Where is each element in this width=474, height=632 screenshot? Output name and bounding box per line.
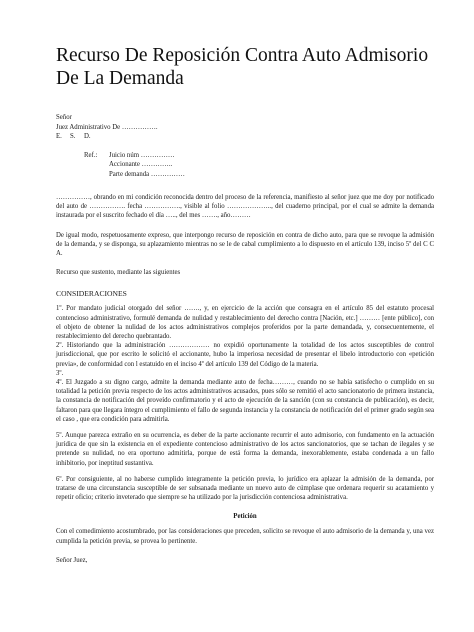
ref-case-number: Juicio núm …………… — [109, 151, 175, 159]
petition-heading: Petición — [233, 513, 257, 521]
ref-defendant: Parte demanda …………… — [109, 170, 185, 178]
considerations-heading: CONSIDERACIONES — [56, 289, 127, 299]
esd-s: S. — [70, 133, 76, 140]
reference-block — [84, 151, 434, 180]
consideration-1: 1º. Por mandato judicial otorgado del señor ……., y, en ejercicio de la acción que consagra en el artículo 85 del estatuto procesal contencioso administrativo, formulé demanda de nulidad y restablecimiento del derecho contra [Nación, etc.] ……… [ente público], con el objeto de obtener la nulidad de los actos administrativos complejos proferidos por la parte demandada, y, consecuentemente, el restablecimiento del derecho quebrantado. — [56, 305, 434, 341]
ref-plaintiff: Accionante ………….. — [109, 161, 173, 168]
recurso-line: Recurso que sustento, mediante las siguientes — [56, 269, 181, 277]
judge-line: Juez Administrativo De ……………. — [56, 123, 158, 131]
esd-line — [56, 132, 434, 142]
consideration-6: 6º. Por consiguiente, al no haberse cumplido íntegramente la petición previa, lo jurídico era aplazar la admisión de la demanda, por tratarse de una circunstancia susceptible de ser subsanada mediante un nuevo auto de cúmplase que ordenara requerir su acatamiento y repetir oficio; criterio inveterado que siempre se ha utilizado por la jurisdicción contenciosa administrativa. — [56, 475, 434, 502]
consideration-2: 2º. Historiando que la administración ……………… no expidió oportunamente la totalidad de los actos susceptibles de control jurisdiccional, que por escrito le solicitó el accionante, hubo la imperiosa necesidad de presentar el libelo introductorio con «petición previa», de conformidad con l estatuido en el inciso 4º del artículo 139 del Código de la materia. — [56, 342, 434, 368]
ref-label: Ref.: — [84, 151, 98, 159]
esd-e: E. — [56, 133, 62, 140]
consideration-3: 3º. — [56, 369, 64, 377]
esd-d: D. — [84, 133, 91, 140]
salutation: Señor — [56, 114, 72, 121]
intro-paragraph: ……………, obrando en mi condición reconocida dentro del proceso de la referencia, manifiesto al señor juez que me doy por notificado del auto de ……………. fecha ……………., visible al folio ……………….., del cuaderno principal, por el cual se admite la demanda instaurada por el suscrito fechado el día ….., del mes ……., año……… — [56, 194, 434, 220]
addressee-block — [56, 113, 434, 142]
petition-paragraph: Con el comedimiento acostumbrado, por las consideraciones que preceden, solicito se revoque el auto admisorio de la demanda y, una vez cumplida la petición previa, se provea lo pertinente. — [56, 528, 434, 545]
consideration-5: 5º. Aunque parezca extraño en su ocurrencia, es deber de la parte accionante recurrir el auto admisorio, con fundamento en la actuación jurídica de que sin la existencia en el expediente contencioso administrativo de los actos sancionatorios, que se tachan de ilegales y se pretende su nulidad, no era oportuno admitirla, porque de está forma la demanda, inexorablemente, estaba condenada a un fallo inhibitorio, por ineptitud sustantiva. — [56, 432, 434, 467]
document-title: Recurso De Reposición Contra Auto Admisorio De La Demanda — [56, 45, 429, 89]
consideration-4: 4º. El Juzgado a su digno cargo, admite la demanda mediante auto de fecha………, cuando no se había satisfecho o cumplido en su totalidad la petición previa respecto de los actos administrativos acusados, pues sólo se remitió el acto sancionatorio de primera instancia, la constancia de notificación del proveído confirmatorio y el acto de ejecución de la sanción (con su constancia de publicación), es decir, faltaron para que llegara íntegro el cumplimiento el fallo de segunda instancia y la constancia de notificación del el primer grado según sea el caso , que era condición para admitirla. — [56, 379, 434, 423]
reposition-paragraph: De igual modo, respetuosamente expreso, que interpongo recurso de reposición en contra de dicho auto, para que se revoque la admisión de la demanda, y se disponga, su aplazamiento mientras no se le de cabal cumplimiento a lo dispuesto en el artículo 139, inciso 5º del C C A. — [56, 231, 434, 258]
closing-line: Señor Juez, — [56, 556, 88, 564]
